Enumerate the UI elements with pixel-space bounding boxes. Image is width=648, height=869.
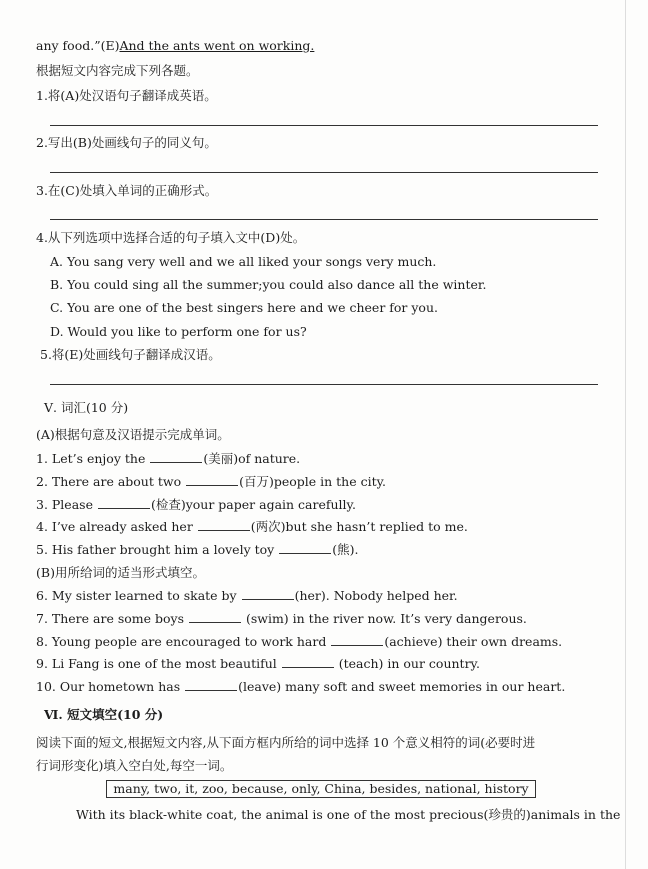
passage-end-prefix: any food.”(E) [36,38,120,53]
blank-5[interactable] [279,542,331,554]
word-box: many, two, it, zoo, because, only, China, besides, national, history [106,780,536,798]
section-5-part-a: (A)根据句意及汉语提示完成单词。 [36,427,230,442]
vocab-item-6: 6. My sister learned to skate by (her). Nobody helped her. [36,588,458,603]
section-6-instructions-1: 阅读下面的短文,根据短文内容,从下面方框内所给的词中选择 10 个意义相符的词(必要时进 [36,735,536,750]
answer-line-1[interactable] [50,125,598,126]
passage-first-line: With its black-white coat, the animal is one of the most precious(珍贵的)animals in the [76,807,621,822]
question-4: 4.从下列选项中选择合适的句子填入文中(D)处。 [36,230,306,245]
vocab-item-4: 4. I’ve already asked her (两次)but she hasn’t replied to me. [36,519,468,534]
question-2: 2.写出(B)处画线句子的同义句。 [36,135,217,150]
blank-4[interactable] [198,519,250,531]
vocab-item-7: 7. There are some boys (swim) in the river now. It’s very dangerous. [36,611,527,626]
option-c: C. You are one of the best singers here and we cheer for you. [50,300,438,315]
option-d: D. Would you like to perform one for us? [50,324,307,339]
question-5: 5.将(E)处画线句子翻译成汉语。 [40,347,221,362]
vocab-item-10: 10. Our hometown has (leave) many soft and sweet memories in our heart. [36,679,566,694]
instructions: 根据短文内容完成下列各题。 [36,63,199,78]
blank-10[interactable] [185,679,237,691]
passage-end-line [36,38,314,54]
vocab-item-5: 5. His father brought him a lovely toy (熊). [36,542,359,557]
section-6-title: Ⅵ. 短文填空(10 分) [44,707,164,722]
blank-7[interactable] [189,611,241,623]
answer-line-3[interactable] [50,219,598,220]
vocab-item-2: 2. There are about two (百万)people in the city. [36,474,387,489]
answer-line-5[interactable] [50,384,598,385]
blank-8[interactable] [331,634,383,646]
vocab-item-8: 8. Young people are encouraged to work hard (achieve) their own dreams. [36,634,563,649]
vocab-item-9: 9. Li Fang is one of the most beautiful (teach) in our country. [36,656,480,671]
option-b: B. You could sing all the summer;you could also dance all the winter. [50,277,487,292]
blank-1[interactable] [150,451,202,463]
blank-2[interactable] [186,474,238,486]
vocab-item-3: 3. Please (检查)your paper again carefully. [36,497,356,512]
blank-6[interactable] [242,588,294,600]
question-1: 1.将(A)处汉语句子翻译成英语。 [36,88,217,103]
blank-3[interactable] [98,497,150,509]
vocab-item-1: 1. Let’s enjoy the (美丽)of nature. [36,451,301,466]
question-3: 3.在(C)处填入单词的正确形式。 [36,183,218,198]
blank-9[interactable] [282,656,334,668]
answer-line-2[interactable] [50,172,598,173]
option-a: A. You sang very well and we all liked your songs very much. [50,254,437,269]
section-5-part-b: (B)用所给词的适当形式填空。 [36,565,205,580]
section-5-title: Ⅴ. 词汇(10 分) [44,400,129,415]
underlined-sentence-e: And the ants went on working. [119,38,315,53]
section-6-instructions-2: 行词形变化)填入空白处,每空一词。 [36,758,233,773]
page-edge-line [625,0,626,869]
